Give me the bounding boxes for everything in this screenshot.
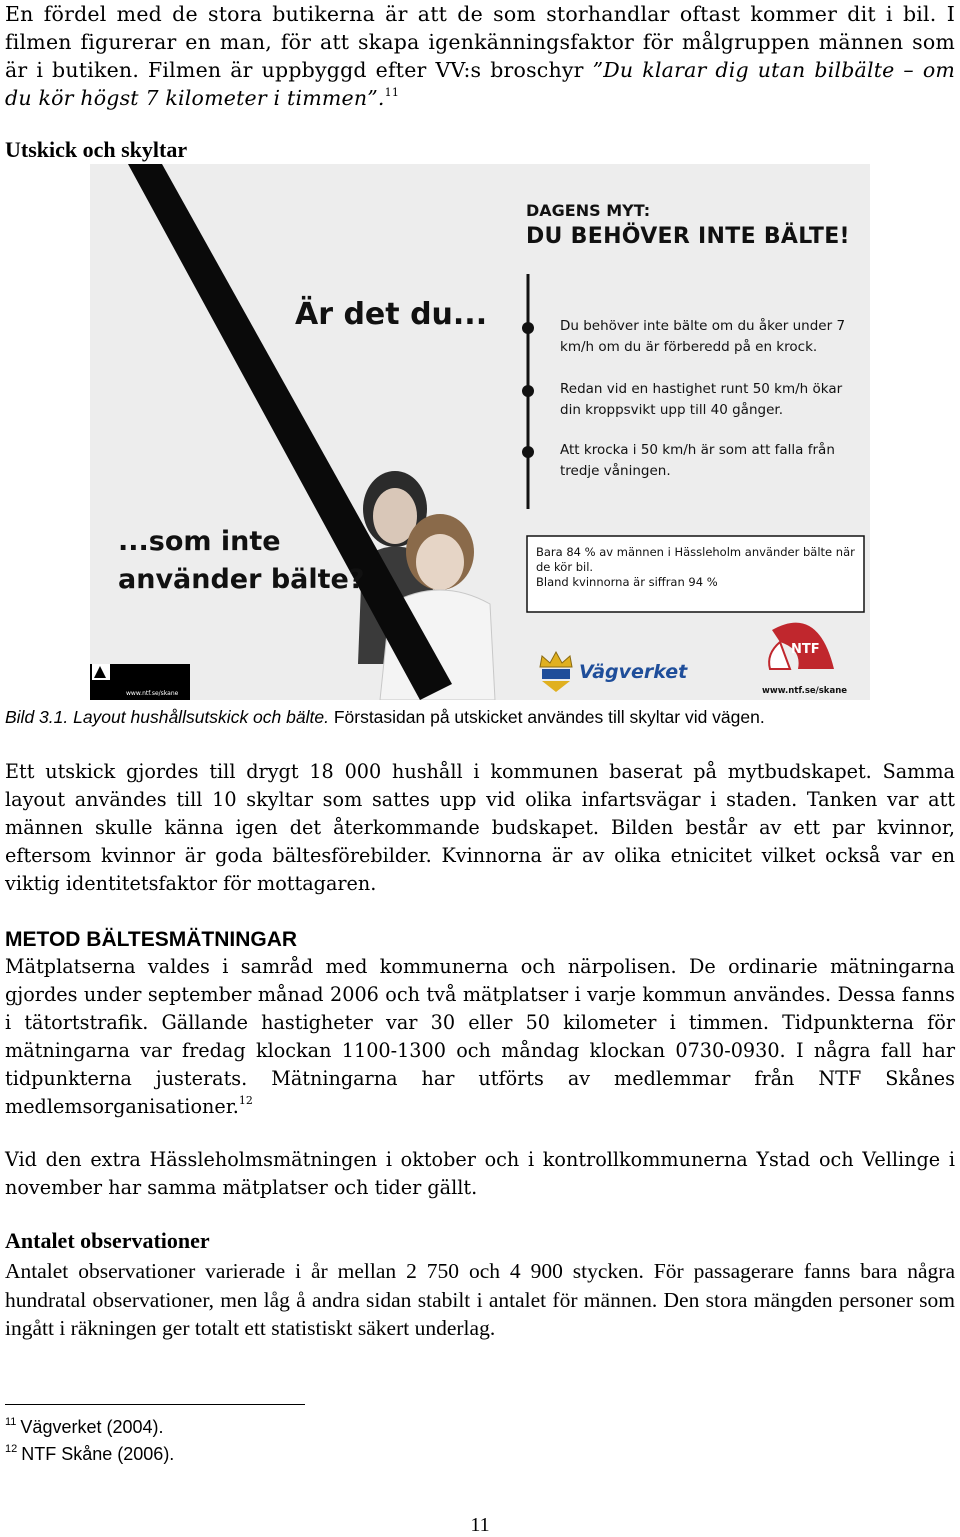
footnote-12-number: 12 [5, 1443, 18, 1455]
footnote-ref-12[interactable]: 12 [238, 1094, 253, 1107]
footnote-11-number: 11 [5, 1416, 17, 1428]
paragraph-metod-2: Vid den extra Hässleholmsmätningen i oktober och i kontrollkommunerna Ystad och Vellinge i november har samma mätplatser och tider gällt. [5, 1148, 955, 1199]
url-right: www.ntf.se/skane [762, 686, 848, 696]
footnote-11 [5, 1416, 164, 1438]
footnote-ref-11[interactable]: 11 [384, 86, 400, 99]
stats-text-women: Bland kvinnorna är siffran 94 % [536, 575, 718, 589]
timeline-dot-2 [522, 385, 534, 397]
footnote-11-text: Vägverket (2004). [20, 1417, 164, 1437]
stats-text-men: Bara 84 % av männen i Hässleholm använder bälte när de kör bil. [536, 545, 855, 574]
vagverket-logo-text: Vägverket [579, 661, 688, 683]
caption-label: Bild 3.1. Layout hushållsutskick och bälte. [5, 707, 329, 727]
paragraph-utskick: Ett utskick gjordes till drygt 18 000 hushåll i kommunen baserat på mytbudskapet. Samma layout användes till 10 skyltar som sattes upp vid olika infartsvägar i staden. Tanken var att männen skulle känna igen det återkommande budskapet. Bilden består av ett par kvinnor, eftersom kvinnor är goda bältesförebilder. Kvinnorna är av olika etnicitet vilket också var en viktig identitetsfaktor för mottagaren. [5, 760, 955, 895]
ar-det-du-text: Är det du... [295, 297, 488, 332]
footnote-12-text: NTF Skåne (2006). [21, 1444, 175, 1464]
footnote-divider [5, 1404, 305, 1405]
myth-item-1: Du behöver inte bälte om du åker under 7 km/h om du är förberedd på en krock. [560, 318, 846, 355]
timeline-dot-3 [522, 446, 534, 458]
ntf-small-logo-icon [92, 664, 110, 680]
section-heading-utskick: Utskick och skyltar [5, 137, 188, 162]
intro-quote: ”Du klarar dig utan bilbälte – om du kör högst 7 kilometer i timmen”. [5, 58, 955, 110]
figure-belt-campaign [90, 164, 870, 700]
figure-caption [5, 706, 765, 728]
som-inte-line2: använder bälte? [118, 564, 365, 595]
intro-text: En fördel med de stora butikerna är att de som storhandlar oftast kommer dit i bil. I filmen figurerar en man, för att skapa igenkänningsfaktor för målgruppen männen som är i butiken. Filmen är uppbyggd efter VV:s broschyr [5, 2, 955, 82]
paragraph-antalet: Antalet observationer varierade i år mellan 2 750 och 4 900 stycken. För passagerare fanns bara några hundratal observationer, men låg å andra sidan stabilt i antalet för männen. Den stora mängden personer som ingått i räkningen ger totalt ett statistiskt säkert underlag. [5, 1259, 955, 1340]
caption-text: Förstasidan på utskicket användes till skyltar vid vägen. [328, 707, 765, 727]
som-inte-line1: ...som inte [118, 526, 281, 557]
page-number: 11 [470, 1514, 490, 1536]
timeline-dot-1 [522, 322, 534, 334]
myth-item-2: Redan vid en hastighet runt 50 km/h ökar din kroppsvikt upp till 40 gånger. [560, 381, 843, 418]
section-heading-metod: METOD BÄLTESMÄTNINGAR [5, 928, 298, 951]
dagens-myt-label: DAGENS MYT: [526, 201, 651, 220]
footnote-12 [5, 1443, 174, 1465]
url-left: www.ntf.se/skane [126, 690, 179, 697]
metod-text: Mätplatserna valdes i samråd med kommunerna och närpolisen. De ordinarie mätningarna gjordes under september månad 2006 och två mätplatser i varje kommun användes. Dessa fanns i tätortstrafik. Gällande hastigheter var 30 eller 50 kilometer i timmen. Tidpunkterna för mätningarna var fredag klockan 1100-1300 och måndag klockan 0730-0930. I några fall har tidpunkterna justerats. Mätningarna har utförts av medlemmar från NTF Skånes medlemsorganisationer. [5, 955, 955, 1118]
intro-paragraph [5, 0, 955, 112]
section-heading-antalet: Antalet observationer [5, 1228, 210, 1253]
ntf-logo-text: NTF [791, 642, 820, 657]
myth-headline: DU BEHÖVER INTE BÄLTE! [526, 224, 850, 249]
myth-item-3: Att krocka i 50 km/h är som att falla från tredje våningen. [560, 442, 835, 479]
paragraph-metod-1 [5, 953, 955, 1121]
